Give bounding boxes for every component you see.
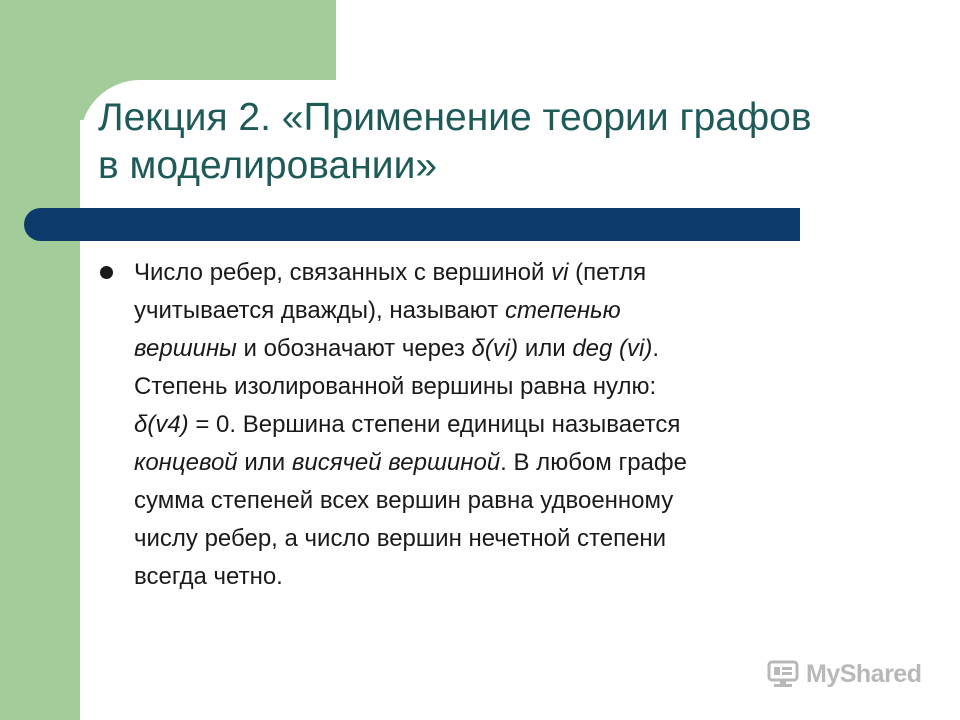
term-vertex: вершины <box>134 335 237 362</box>
slide-title <box>98 94 918 190</box>
body-line-4: Степень изолированной вершины равна нулю: <box>134 373 657 400</box>
body-line-9: всегда четно. <box>134 563 283 590</box>
body-line-8: числу ребер, а число вершин нечетной степени <box>134 525 667 552</box>
term-terminal: концевой <box>134 449 238 476</box>
title-line-2: в моделировании» <box>98 144 438 187</box>
text: или <box>518 335 573 362</box>
vertex-term: vi <box>551 259 569 286</box>
formula-delta: δ(vi) <box>471 335 519 362</box>
title-divider-bar <box>24 208 800 241</box>
text: . <box>652 335 660 362</box>
watermark <box>766 656 921 692</box>
body-line-1 <box>134 254 880 292</box>
term-degree: степенью <box>504 297 621 324</box>
body-line-5 <box>134 406 880 444</box>
title-line-1: Лекция 2. «Применение теории графов <box>98 96 812 139</box>
term-pendant-vertex: висячей вершиной <box>291 449 501 476</box>
body-line-2 <box>134 292 880 330</box>
body-line-3 <box>134 330 880 368</box>
text: Число ребер, связанных с вершиной <box>134 259 552 286</box>
background-green-left <box>0 0 80 720</box>
bullet-item <box>100 254 880 596</box>
text: или <box>237 449 292 476</box>
formula-deg: deg (vi) <box>572 335 653 362</box>
myshared-logo-icon <box>766 659 800 689</box>
text: . В любом графе <box>500 449 687 476</box>
formula-delta-v4: δ(v4) <box>134 411 189 438</box>
body-line-6 <box>134 444 880 482</box>
text: и обозначают через <box>236 335 472 362</box>
body-line-7: сумма степеней всех вершин равна удвоенному <box>134 487 674 514</box>
text: = 0. Вершина степени единицы называется <box>188 411 681 438</box>
slide-body <box>100 254 880 596</box>
text: учитывается дважды), называют <box>134 297 505 324</box>
bullet-dot-icon <box>100 266 113 279</box>
text: (петля <box>568 259 647 286</box>
watermark-text: MyShared <box>806 659 922 688</box>
